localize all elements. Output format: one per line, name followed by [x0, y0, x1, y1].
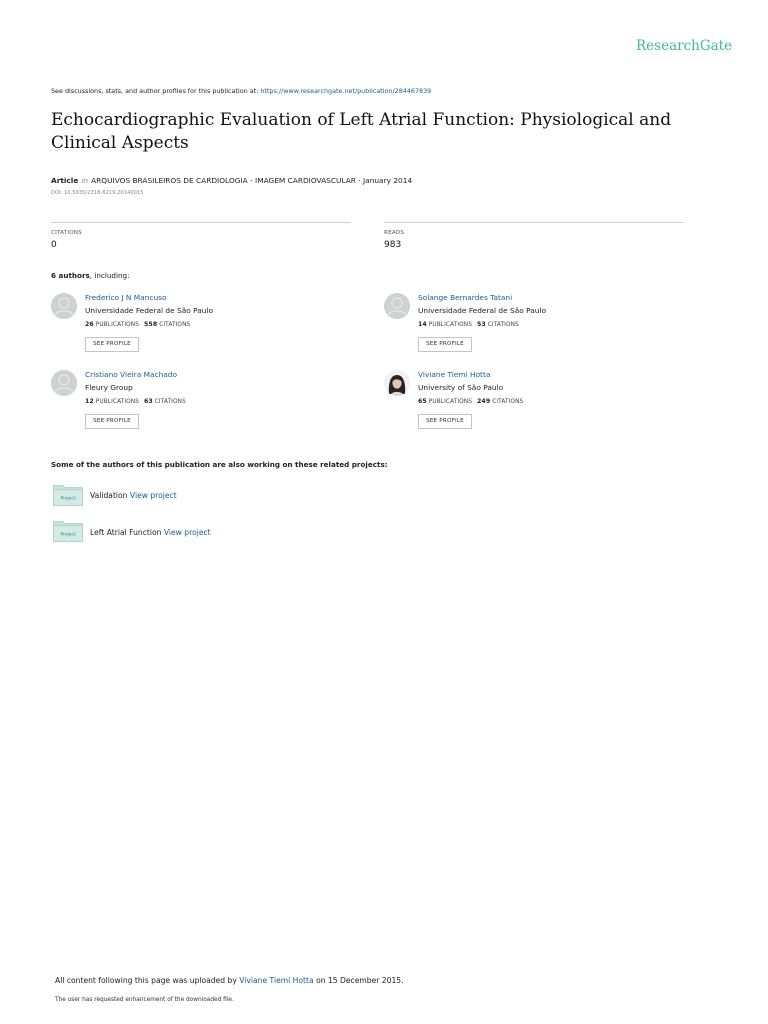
authors-suffix: , including: — [89, 271, 130, 280]
avatar[interactable] — [51, 293, 77, 319]
project-name: Left Atrial Function — [90, 528, 162, 537]
article-meta — [51, 176, 412, 185]
author-stats — [85, 321, 190, 328]
avatar-photo[interactable] — [384, 370, 410, 396]
author-stats — [85, 398, 186, 405]
uploader-link[interactable]: Viviane Tiemi Hotta — [239, 976, 314, 985]
upload-info — [55, 976, 404, 985]
author-stats — [418, 321, 519, 328]
discussions-prefix: See discussions, stats, and author profiles for this publication at: — [51, 87, 259, 95]
researchgate-logo[interactable]: ResearchGate — [636, 38, 733, 54]
reads-value: 983 — [384, 240, 402, 250]
publications-label: PUBLICATIONS — [428, 399, 473, 405]
upload-suffix: on 15 December 2015. — [316, 976, 404, 985]
citations-count: 558 — [144, 321, 158, 328]
profile-photo-icon — [384, 370, 410, 396]
publication-date: · January 2014 — [355, 176, 413, 185]
authors-count: 6 authors — [51, 271, 90, 280]
project-item — [90, 491, 177, 500]
citations-label: CITATIONS — [159, 322, 191, 328]
citations-divider — [51, 222, 351, 223]
upload-prefix: All content following this page was uploaded by — [55, 976, 237, 985]
publications-label: PUBLICATIONS — [95, 399, 140, 405]
publications-count: 26 — [85, 321, 94, 328]
publications-label: PUBLICATIONS — [428, 322, 473, 328]
in-word: in — [81, 176, 89, 185]
article-type: Article — [51, 176, 79, 185]
project-item — [90, 528, 211, 537]
publications-count: 12 — [85, 398, 94, 405]
project-name: Validation — [90, 491, 128, 500]
avatar[interactable] — [51, 370, 77, 396]
view-project-link[interactable]: View project — [129, 491, 177, 500]
project-folder-icon — [53, 484, 83, 506]
default-avatar-icon — [51, 370, 77, 396]
citations-label: CITATIONS — [487, 322, 519, 328]
citations-count: 249 — [477, 398, 491, 405]
default-avatar-icon — [384, 293, 410, 319]
author-institution: Fleury Group — [85, 383, 133, 392]
citations-value: 0 — [51, 240, 57, 250]
author-institution: University of São Paulo — [418, 383, 504, 392]
reads-divider — [384, 222, 684, 223]
journal-name[interactable]: ARQUIVOS BRASILEIROS DE CARDIOLOGIA - IMAGEM CARDIOVASCULAR — [91, 176, 356, 185]
doi: DOI: 10.5935/2318-8219.20140015 — [51, 190, 144, 196]
discussions-line — [51, 87, 431, 95]
see-profile-button[interactable]: SEE PROFILE — [85, 337, 139, 352]
related-projects-heading: Some of the authors of this publication are also working on these related projects: — [51, 460, 388, 469]
see-profile-button[interactable]: SEE PROFILE — [85, 414, 139, 429]
publication-title: Echocardiographic Evaluation of Left Atrial Function: Physiological and Clinical Aspects — [51, 110, 672, 153]
author-name-link[interactable]: Frederico J N Mancuso — [85, 293, 167, 302]
author-stats — [418, 398, 523, 405]
publications-count: 14 — [418, 321, 427, 328]
authors-heading — [51, 271, 130, 280]
publications-count: 65 — [418, 398, 427, 405]
see-profile-button[interactable]: SEE PROFILE — [418, 414, 472, 429]
enhancement-note: The user has requested enhancement of the downloaded file. — [55, 997, 234, 1003]
citations-label: CITATIONS — [51, 230, 82, 236]
author-institution: Universidade Federal de São Paulo — [418, 306, 547, 315]
author-institution: Universidade Federal de São Paulo — [85, 306, 214, 315]
author-name-link[interactable]: Solange Bernardes Tatani — [418, 293, 513, 302]
author-name-link[interactable]: Viviane Tiemi Hotta — [418, 370, 491, 379]
folder-label: Project — [60, 532, 76, 538]
avatar[interactable] — [384, 293, 410, 319]
citations-count: 63 — [144, 398, 153, 405]
folder-label: Project — [60, 496, 76, 502]
citations-label: CITATIONS — [154, 399, 186, 405]
reads-label: READS — [384, 230, 405, 236]
view-project-link[interactable]: View project — [163, 528, 211, 537]
citations-count: 53 — [477, 321, 486, 328]
author-name-link[interactable]: Cristiano Vieira Machado — [85, 370, 177, 379]
project-folder-icon — [53, 520, 83, 542]
citations-label: CITATIONS — [492, 399, 524, 405]
default-avatar-icon — [51, 293, 77, 319]
see-profile-button[interactable]: SEE PROFILE — [418, 337, 472, 352]
publication-url-link[interactable]: https://www.researchgate.net/publication/284467839 — [260, 87, 432, 95]
publications-label: PUBLICATIONS — [95, 322, 140, 328]
